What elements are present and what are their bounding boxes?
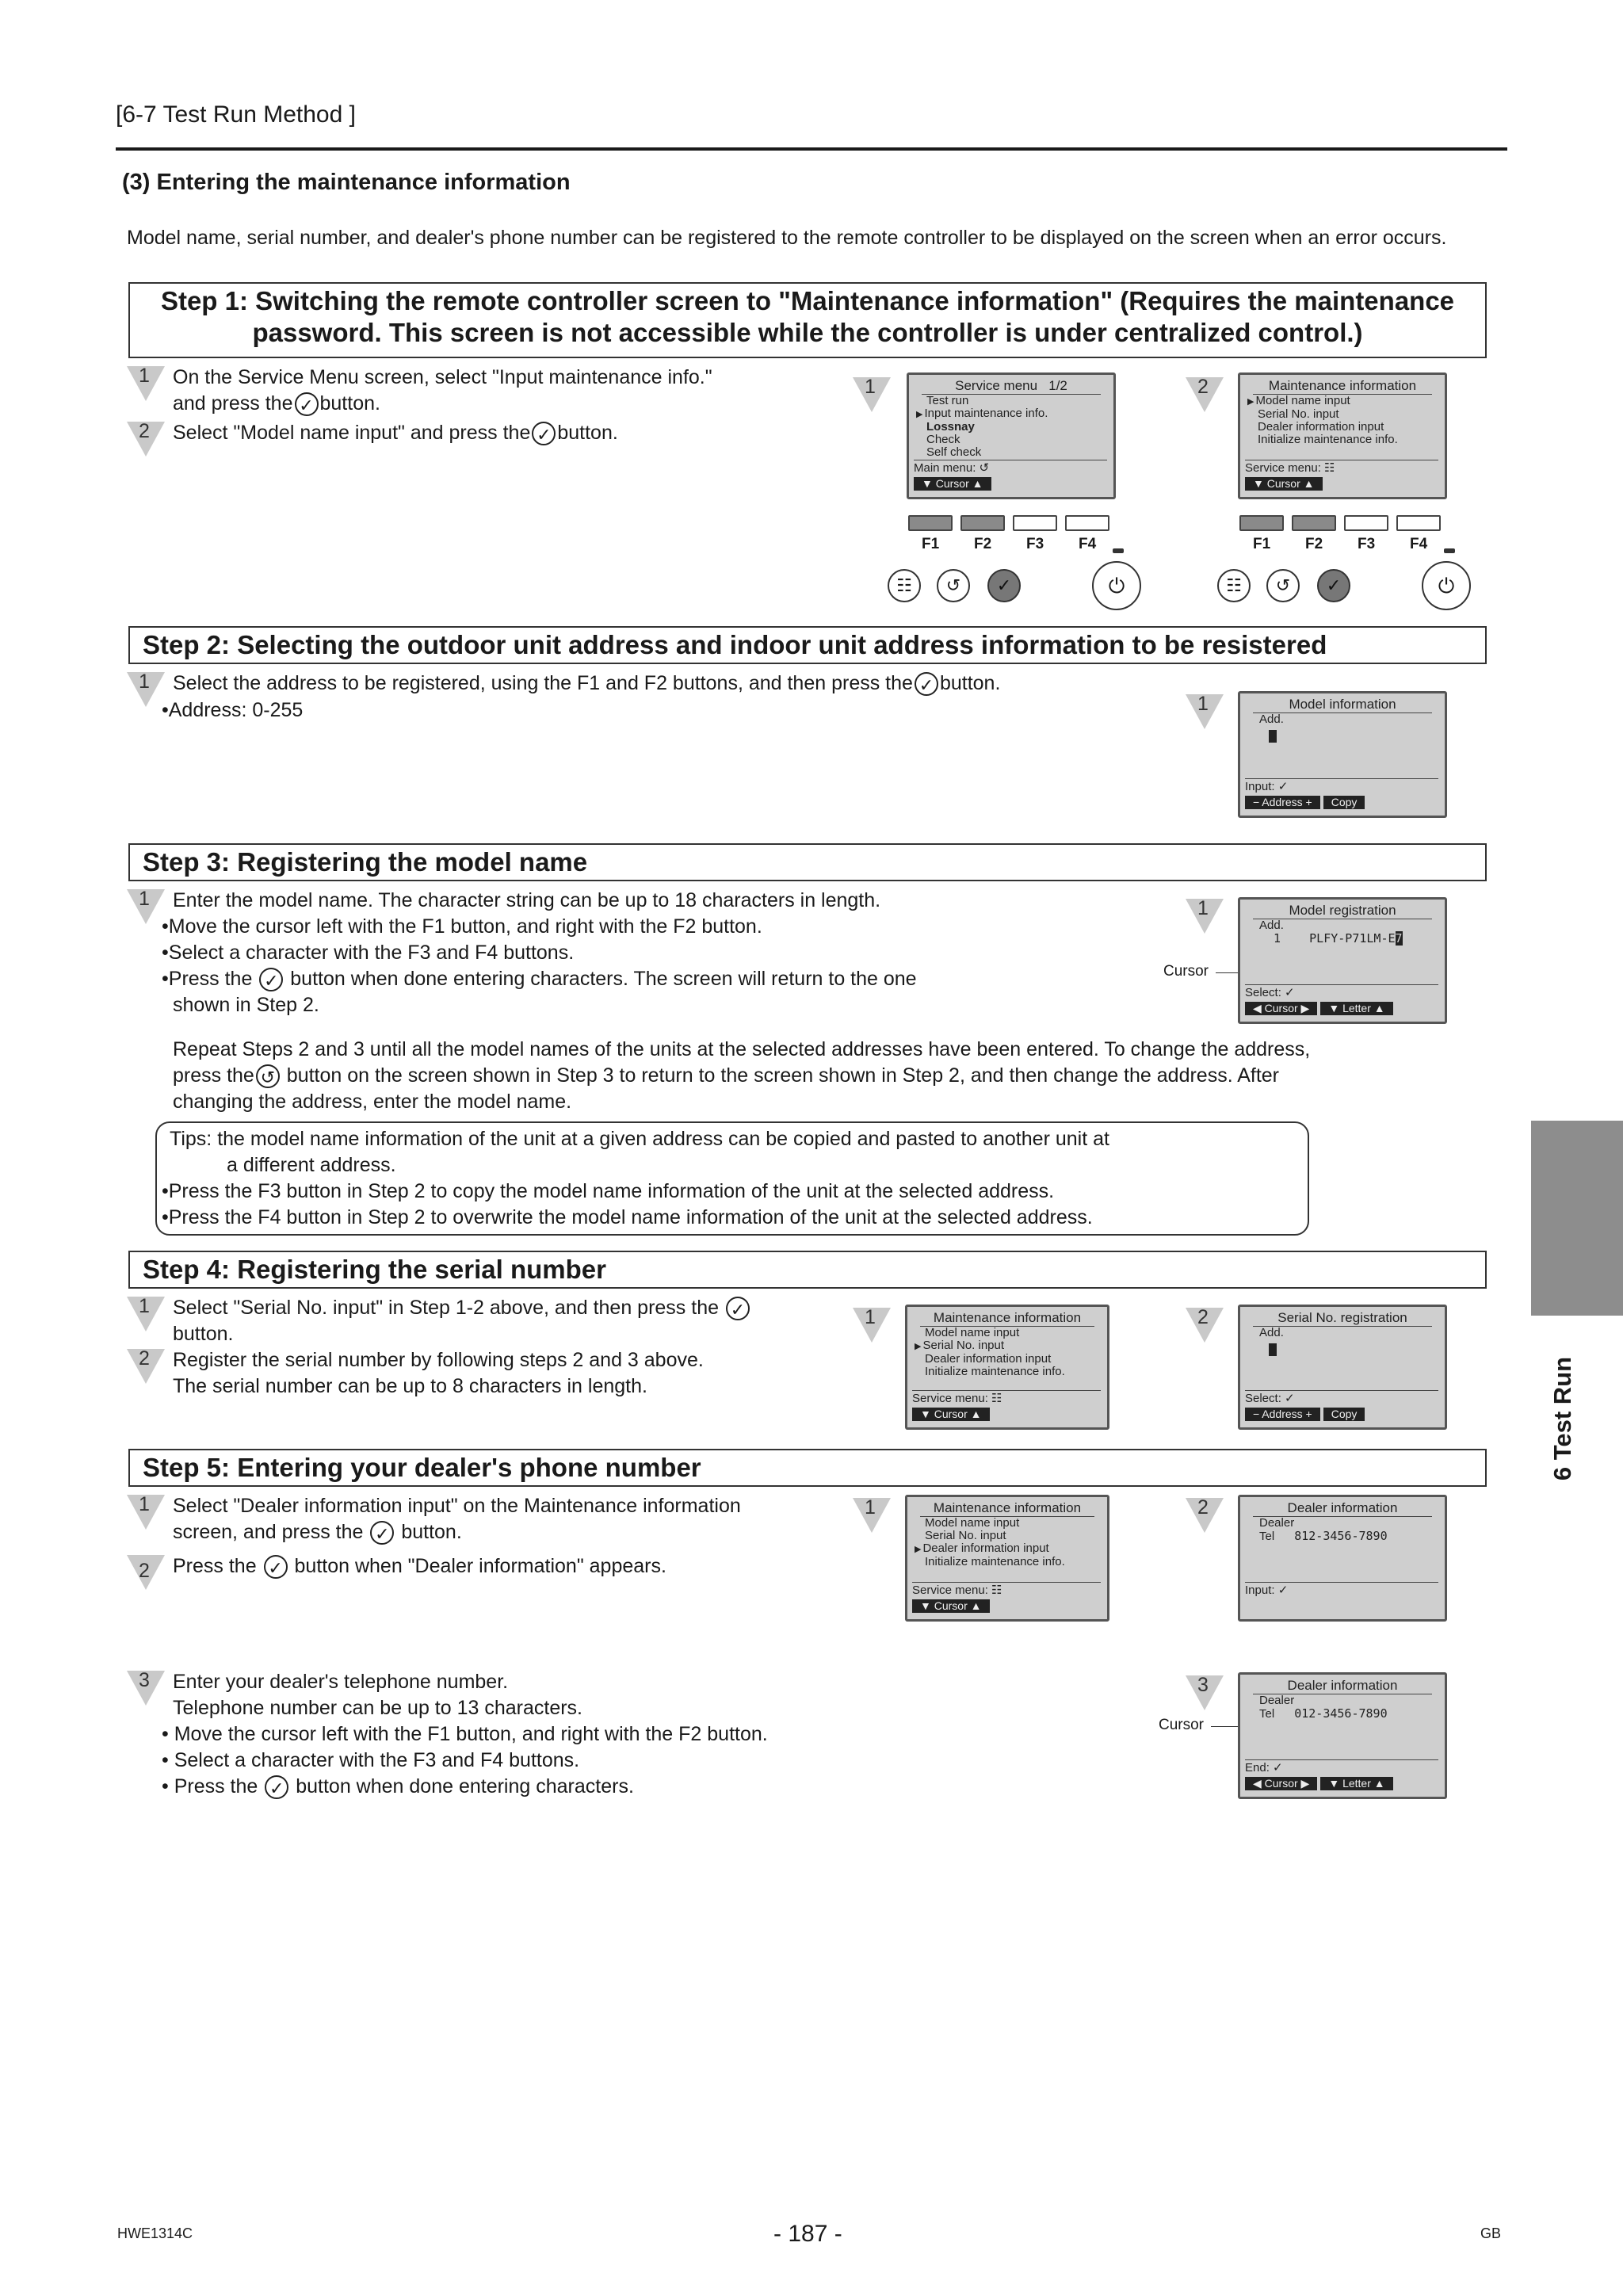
bullet: • Select a character with the F3 and F4 buttons. — [162, 1749, 580, 1771]
remote-screen-dealer-information — [1238, 1495, 1447, 1622]
tel-line: Tel 812-3456-7890 — [1259, 1529, 1388, 1543]
menu-line-selected: ▶ Model name input — [1258, 395, 1445, 408]
f3-key[interactable] — [1013, 515, 1057, 531]
tips-line: Tips: the model name information of the unit at a given address can be copied and pasted to another unit at — [170, 1128, 1109, 1150]
screen-header: Maintenance information — [1253, 378, 1432, 395]
remote-screen-dealer-information-edit — [1238, 1672, 1447, 1799]
step-number: 1 — [139, 1295, 150, 1317]
menu-line: Lossnay — [926, 420, 975, 434]
menu-line: Initialize maintenance info. — [1258, 433, 1398, 446]
text-cursor — [1269, 1343, 1277, 1356]
check-icon: ✓ — [915, 672, 938, 696]
page-number: - 187 - — [773, 2221, 842, 2247]
figure-number: 2 — [1197, 1306, 1209, 1328]
figure-number: 1 — [865, 1306, 876, 1328]
screen-footer: Input: ✓ — [1245, 780, 1289, 793]
step4-title: Step 4: Registering the serial number — [128, 1251, 1487, 1289]
language-code: GB — [1480, 2225, 1502, 2241]
check-icon: ✓ — [1277, 780, 1289, 793]
check-icon: ✓ — [532, 422, 556, 445]
step1-item1: On the Service Menu screen, select "Input maintenance info." and press the ✓ button. — [173, 366, 712, 416]
f1-key[interactable] — [908, 515, 953, 531]
step1-title: Step 1: Switching the remote controller screen to "Maintenance information" (Requires the maintenance password. This screen is not accessible while the controller is under centralized control.) — [128, 282, 1487, 358]
cursor-callout-label: Cursor — [1163, 963, 1209, 980]
step-number: 2 — [139, 1347, 150, 1370]
check-icon: ✓ — [295, 392, 319, 416]
figure-number: 1 — [865, 1496, 876, 1519]
check-icon: ✓ — [726, 1297, 750, 1320]
tips-bullet: •Press the F4 button in Step 2 to overwrite the model name information of the unit at the selected address. — [162, 1206, 1093, 1228]
step4-item1-cont: button. — [173, 1323, 234, 1345]
return-icon: ↺ — [979, 461, 990, 475]
dealer-label: Dealer — [1259, 1516, 1295, 1530]
menu-line: Model name input — [925, 1326, 1020, 1339]
model-name-value: 1 PLFY-P71LM-E7 — [1274, 931, 1403, 946]
step3-repeat-text: Repeat Steps 2 and 3 until all the model names of the units at the selected addresses have been entered. To change the address, — [173, 1038, 1311, 1060]
f2-label: F2 — [1305, 536, 1323, 552]
bullet: • Move the cursor left with the F1 button, and right with the F2 button. — [162, 1723, 768, 1745]
screen-footer: Main menu: ↺ — [914, 461, 990, 475]
return-icon: ↺ — [256, 1064, 280, 1088]
f4-label: F4 — [1410, 536, 1428, 552]
check-icon: ✓ — [1285, 1392, 1295, 1405]
tips-bullet: •Press the F3 button in Step 2 to copy the model name information of the unit at the selected address. — [162, 1180, 1055, 1202]
step5-item1: Select "Dealer information input" on the Maintenance information — [173, 1495, 741, 1517]
step-number: 1 — [139, 670, 150, 693]
screen-header: Model information — [1253, 697, 1432, 713]
chapter-tab — [1531, 1121, 1623, 1316]
menu-line: Serial No. input — [1258, 407, 1339, 421]
step-number: 3 — [139, 1669, 150, 1691]
address-label: Add. — [1259, 1326, 1284, 1339]
screen-footer: Select: ✓ — [1245, 986, 1295, 999]
step2-item1: Select the address to be registered, using the F1 and F2 buttons, and then press the ✓ button. — [173, 672, 1001, 696]
figure-number: 1 — [1197, 693, 1209, 715]
power-button[interactable]: ⏻ — [1092, 561, 1141, 610]
step-number: 1 — [139, 365, 150, 387]
step1-item2: Select "Model name input" and press the ✓ button. — [173, 422, 618, 445]
bullet: • Press the ✓ button when done entering characters. — [162, 1775, 634, 1799]
f4-key[interactable] — [1396, 515, 1441, 531]
menu-icon: ☷ — [991, 1584, 1002, 1597]
menu-line: Self check — [926, 445, 982, 459]
address-label: Add. — [1259, 712, 1284, 726]
screen-function-bar: ▼ Cursor ▲ — [914, 477, 1107, 491]
menu-button[interactable]: ☷ — [1217, 569, 1251, 602]
screen-header: Maintenance information — [920, 1500, 1094, 1517]
f1-label: F1 — [1253, 536, 1271, 552]
header-rule — [116, 147, 1507, 151]
f1-label: F1 — [922, 536, 940, 552]
dealer-label: Dealer — [1259, 1694, 1295, 1707]
screen-function-bar: ◀ Cursor ▶ ▼ Letter ▲ — [1245, 1002, 1438, 1015]
screen-header: Dealer information — [1253, 1500, 1432, 1517]
f3-key[interactable] — [1344, 515, 1388, 531]
screen-footer: Service menu: ☷ — [1245, 461, 1335, 475]
check-icon: ✓ — [264, 1555, 288, 1579]
remote-screen-model-information — [1238, 691, 1447, 818]
step2-address-range: •Address: 0-255 — [162, 699, 304, 721]
screen-header: Model registration — [1253, 903, 1432, 919]
step5-item2: Press the ✓ button when "Dealer information" appears. — [173, 1555, 666, 1579]
tips-line: a different address. — [227, 1154, 396, 1176]
tel-line: Tel 012-3456-7890 — [1259, 1706, 1388, 1721]
menu-line-selected: ▶ Dealer information input — [925, 1542, 1107, 1556]
screen-function-bar: ▼ Cursor ▲ — [912, 1599, 1101, 1613]
return-button[interactable]: ↺ — [937, 569, 970, 602]
bullet: •Select a character with the F3 and F4 buttons. — [162, 942, 575, 964]
menu-line: Dealer information input — [1258, 420, 1384, 434]
return-button[interactable]: ↺ — [1266, 569, 1300, 602]
step-number: 1 — [139, 1493, 150, 1515]
power-button[interactable]: ⏻ — [1422, 561, 1471, 610]
screen-function-bar: − Address + Copy — [1245, 796, 1438, 809]
screen-function-bar: ▼ Cursor ▲ — [1245, 477, 1438, 491]
screen-function-bar: ◀ Cursor ▶ ▼ Letter ▲ — [1245, 1777, 1438, 1790]
remote-screen-maintenance-information — [905, 1495, 1109, 1622]
screen-header: Maintenance information — [920, 1310, 1094, 1327]
f4-key[interactable] — [1065, 515, 1109, 531]
step3-item1: Enter the model name. The character string can be up to 18 characters in length. — [173, 889, 881, 911]
menu-icon: ☷ — [991, 1392, 1002, 1405]
step-number: 2 — [139, 1560, 150, 1582]
screen-header: Service menu 1/2 — [922, 378, 1101, 395]
text-cursor — [1269, 730, 1277, 743]
confirm-button[interactable]: ✓ — [1317, 569, 1350, 602]
menu-line-selected: ▶ Input maintenance info. — [926, 407, 1113, 421]
screen-header: Dealer information — [1253, 1678, 1432, 1694]
bullet: •Press the ✓ button when done entering characters. The screen will return to the one — [162, 968, 917, 991]
menu-line: Test run — [926, 394, 969, 407]
bullet: •Move the cursor left with the F1 button, and right with the F2 button. — [162, 915, 762, 938]
step5-item3: Enter your dealer's telephone number. — [173, 1671, 509, 1693]
chapter-label: 6 Test Run — [1549, 1356, 1576, 1481]
check-icon: ✓ — [1277, 1584, 1289, 1597]
menu-line: Initialize maintenance info. — [925, 1365, 1065, 1378]
power-led — [1444, 548, 1455, 553]
step3-repeat-text: press the ↺ button on the screen shown in Step 3 to return to the screen shown in Step 2, and then change the address. After — [173, 1064, 1280, 1088]
menu-line-selected: ▶ Serial No. input — [925, 1339, 1107, 1353]
cursor-callout-label: Cursor — [1159, 1717, 1205, 1733]
menu-line: Dealer information input — [925, 1352, 1052, 1366]
step4-item1: Select "Serial No. input" in Step 1-2 above, and then press the ✓ — [173, 1295, 823, 1321]
screen-footer: Service menu: ☷ — [912, 1392, 1002, 1405]
step4-item2: Register the serial number by following steps 2 and 3 above. — [173, 1349, 704, 1371]
screen-header: Serial No. registration — [1253, 1310, 1432, 1327]
f3-label: F3 — [1026, 536, 1044, 552]
power-led — [1113, 548, 1124, 553]
figure-number: 1 — [865, 376, 876, 398]
figure-number: 3 — [1197, 1674, 1209, 1696]
confirm-button[interactable]: ✓ — [987, 569, 1021, 602]
step4-item2-cont: The serial number can be up to 8 characters in length. — [173, 1375, 647, 1397]
figure-number: 2 — [1197, 1496, 1209, 1519]
menu-button[interactable]: ☷ — [888, 569, 921, 602]
step2-title: Step 2: Selecting the outdoor unit address and indoor unit address information to be resistered — [128, 626, 1487, 664]
screen-footer: Input: ✓ — [1245, 1584, 1289, 1597]
screen-footer: End: ✓ — [1245, 1761, 1283, 1775]
step3-title: Step 3: Registering the model name — [128, 843, 1487, 881]
section-title: (3) Entering the maintenance information — [122, 170, 571, 195]
address-label: Add. — [1259, 919, 1284, 932]
tips-box — [155, 1121, 1309, 1236]
f3-label: F3 — [1358, 536, 1376, 552]
f4-label: F4 — [1079, 536, 1097, 552]
f2-label: F2 — [974, 536, 992, 552]
screen-footer: Service menu: ☷ — [912, 1584, 1002, 1597]
menu-line: Initialize maintenance info. — [925, 1555, 1065, 1568]
step5-title: Step 5: Entering your dealer's phone number — [128, 1449, 1487, 1487]
page-header-title: [6-7 Test Run Method ] — [116, 101, 356, 128]
check-icon: ✓ — [370, 1521, 394, 1545]
menu-line: Serial No. input — [925, 1529, 1006, 1542]
remote-screen-maintenance-information — [905, 1305, 1109, 1430]
figure-number: 2 — [1197, 376, 1209, 398]
step5-item1-cont: screen, and press the ✓ button. — [173, 1521, 462, 1545]
step5-item3-cont: Telephone number can be up to 13 characters. — [173, 1697, 583, 1719]
remote-screen-serial-registration — [1238, 1305, 1447, 1430]
f2-key[interactable] — [1292, 515, 1336, 531]
f2-key[interactable] — [960, 515, 1005, 531]
step-number: 2 — [139, 420, 150, 442]
screen-footer: Select: ✓ — [1245, 1392, 1295, 1405]
menu-line: Model name input — [925, 1516, 1020, 1530]
remote-screen-service-menu — [907, 372, 1116, 499]
check-icon: ✓ — [265, 1775, 288, 1799]
screen-function-bar: ▼ Cursor ▲ — [912, 1408, 1101, 1421]
menu-icon: ☷ — [1324, 461, 1335, 475]
f1-key[interactable] — [1239, 515, 1284, 531]
menu-line: Check — [926, 433, 960, 446]
step-number: 1 — [139, 888, 150, 910]
document-code: HWE1314C — [117, 2225, 193, 2241]
figure-number: 1 — [1197, 897, 1209, 919]
remote-screen-model-registration — [1238, 897, 1447, 1024]
bullet-continuation: shown in Step 2. — [173, 994, 319, 1016]
screen-function-bar: − Address + Copy — [1245, 1408, 1438, 1421]
check-icon: ✓ — [1273, 1761, 1283, 1775]
remote-screen-maintenance-information — [1238, 372, 1447, 499]
intro-paragraph: Model name, serial number, and dealer's phone number can be registered to the remote controller to be displayed on the screen when an error occurs. — [127, 227, 1447, 249]
check-icon: ✓ — [259, 968, 283, 991]
step3-repeat-text: changing the address, enter the model name. — [173, 1091, 572, 1113]
check-icon: ✓ — [1285, 986, 1295, 999]
